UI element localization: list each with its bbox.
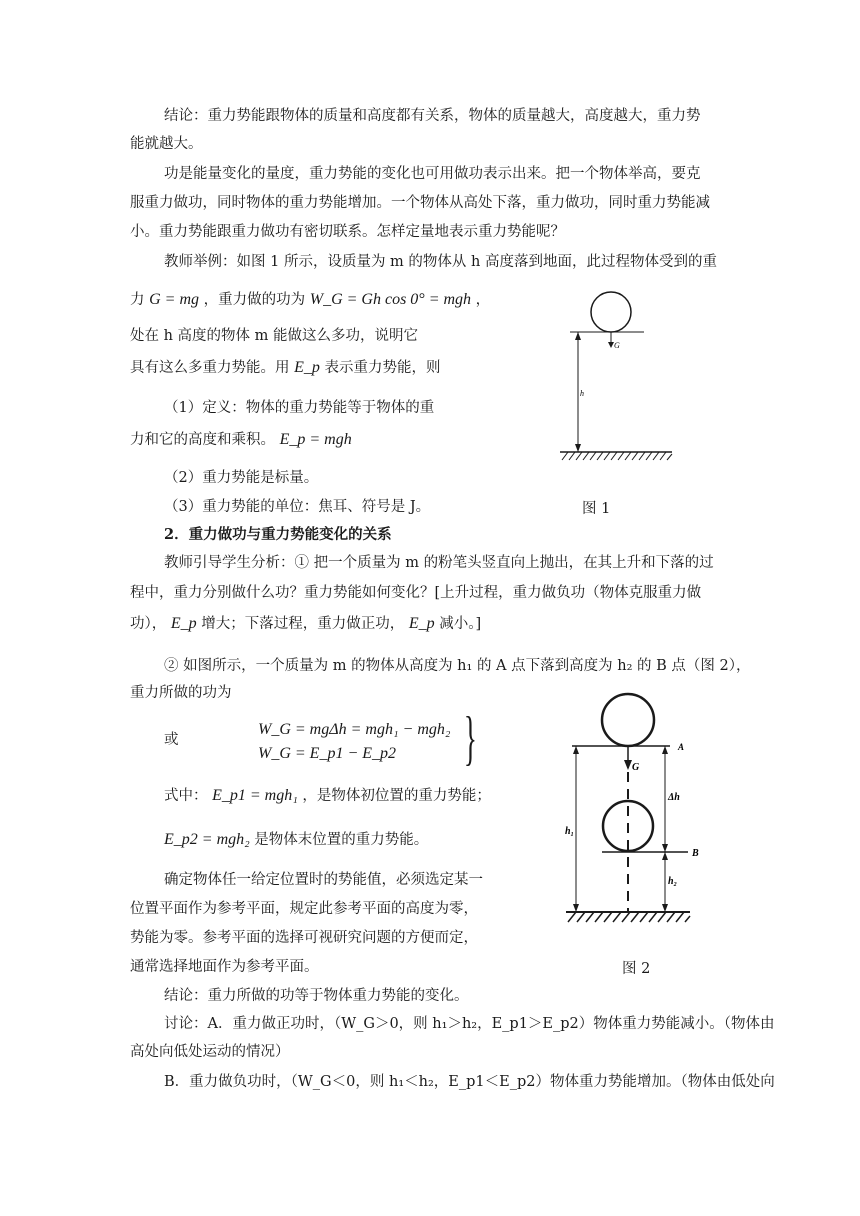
line: （3）重力势能的单位：焦耳、符号是 J。 — [164, 499, 431, 515]
formula: W_G = Gh cos 0° = mgh — [309, 291, 472, 308]
line: 重力所做的功为 — [130, 685, 232, 701]
line: 势能为零。参考平面的选择可视研究问题的方便而定， — [130, 930, 478, 946]
text: ，是物体初位置的重力势能； — [302, 788, 491, 804]
formula: E_p1 = mgh₁ — [212, 787, 298, 804]
line: 讨论：A．重力做正功时，（W_G＞0，则 h₁＞h₂，E_p1＞E_p2）物体重力势能减小。（物体由 — [164, 1016, 775, 1032]
line: （1）定义：物体的重力势能等于物体的重 — [164, 400, 435, 416]
text: 减小。] — [439, 616, 482, 632]
label-G: G — [614, 341, 620, 350]
line: 位置平面作为参考平面，规定此参考平面的高度为零， — [130, 901, 478, 917]
section-heading: 2．重力做功与重力势能变化的关系 — [164, 526, 392, 543]
formula: W_G = E_p1 − E_p2 — [258, 745, 397, 762]
figure-2-caption: 图 2 — [622, 961, 651, 977]
line: 处在 h 高度的物体 m 能做这么多功，说明它 — [130, 328, 419, 344]
line: 功是能量变化的量度，重力势能的变化也可用做功表示出来。把一个物体举高，要克 — [164, 166, 701, 182]
formula: E_p — [170, 615, 197, 632]
line: 结论：重力所做的功等于物体重力势能的变化。 — [164, 988, 469, 1004]
line: 教师举例：如图 1 所示，设质量为 m 的物体从 h 高度落到地面，此过程物体受到的重 — [164, 254, 717, 270]
label-dh: Δh — [668, 792, 680, 803]
line: 结论：重力势能跟物体的质量和高度都有关系，物体的质量越大，高度越大，重力势 — [164, 108, 701, 124]
text: 力 — [130, 292, 145, 308]
line: 服重力做功，同时物体的重力势能增加。一个物体从高处下落，重力做功，同时重力势能减 — [130, 195, 710, 211]
label-h: h — [580, 389, 584, 398]
label-A: A — [678, 742, 685, 752]
text: 式中： — [164, 788, 208, 804]
text: ， — [475, 292, 491, 308]
line: ② 如图所示，一个质量为 m 的物体从高度为 h₁ 的 A 点下落到高度为 h₂ 的 B 点（图 2）， — [164, 658, 751, 674]
label-h2: h₂ — [668, 876, 678, 887]
text: 力和它的高度和乘积。 — [130, 432, 275, 448]
formula: W_G = mgΔh = mgh₁ − mgh₂ — [258, 721, 451, 738]
formula: E_p = mgh — [279, 431, 352, 448]
text: 功）， — [130, 616, 167, 632]
label-h1: h₁ — [565, 826, 575, 837]
label-B: B — [692, 848, 699, 859]
line: 小。重力势能跟重力做功有密切联系。怎样定量地表示重力势能呢？ — [130, 224, 565, 240]
figure-1-caption: 图 1 — [582, 501, 611, 517]
text: 是物体末位置的重力势能。 — [254, 832, 429, 848]
line: （2）重力势能是标量。 — [164, 470, 319, 486]
line: 教师引导学生分析：① 把一个质量为 m 的粉笔头竖直向上抛出，在其上升和下落的过 — [164, 555, 714, 571]
formula: E_p2 = mgh₂ — [164, 831, 250, 848]
text: 具有这么多重力势能。用 — [130, 360, 290, 376]
text: 表示重力势能，则 — [324, 360, 441, 376]
formula: G = mg — [149, 291, 200, 308]
text: ，重力做的功为 — [203, 292, 306, 308]
line: 确定物体任一给定位置时的势能值，必须选定某一 — [164, 872, 483, 888]
line: 通常选择地面作为参考平面。 — [130, 959, 319, 975]
line: 程中，重力分别做什么功？重力势能如何变化？[上升过程，重力做负功（物体克服重力做 — [130, 585, 702, 601]
text: 增大；下落过程，重力做正功， — [201, 616, 405, 632]
line: 或 — [164, 732, 179, 748]
line: 高处向低处运动的情况） — [130, 1044, 290, 1060]
line: 能就越大。 — [130, 136, 203, 152]
line: B．重力做负功时，（W_G＜0，则 h₁＜h₂，E_p1＜E_p2）物体重力势能增加。（物体由低处向 — [164, 1074, 775, 1090]
label-G: G — [632, 762, 640, 773]
brace: } — [463, 705, 477, 771]
formula: E_p — [294, 359, 320, 376]
formula: E_p — [408, 615, 435, 632]
